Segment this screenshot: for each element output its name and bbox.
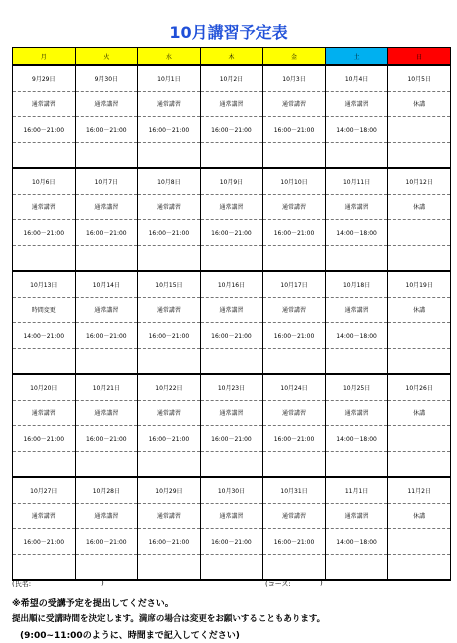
- week-row: [13, 245, 451, 271]
- time-cell: 16:00－21:00: [75, 220, 138, 246]
- status-cell: 通常講習: [200, 503, 263, 529]
- date-cell: 10月4日: [325, 65, 388, 91]
- status-cell: 休講: [388, 503, 451, 529]
- status-cell: 通常講習: [13, 503, 76, 529]
- time-cell: [388, 220, 451, 246]
- date-cell: 10月30日: [200, 477, 263, 503]
- week-row: [13, 168, 451, 194]
- date-cell: 10月9日: [200, 168, 263, 194]
- time-cell: 14:00－18:00: [325, 529, 388, 555]
- time-cell: 16:00－21:00: [200, 426, 263, 452]
- status-cell: 通常講習: [200, 194, 263, 220]
- date-cell: 10月10日: [263, 168, 326, 194]
- name-field-label: (氏名:: [12, 580, 32, 588]
- status-cell: 通常講習: [263, 297, 326, 323]
- status-cell: 通常講習: [325, 503, 388, 529]
- weekday-header-row: [13, 48, 451, 66]
- time-cell: 16:00－21:00: [138, 117, 201, 143]
- time-cell: 16:00－21:00: [200, 323, 263, 349]
- time-cell: 16:00－21:00: [263, 117, 326, 143]
- empty-cell: [138, 554, 201, 580]
- date-cell: 10月23日: [200, 374, 263, 400]
- status-cell: 通常講習: [138, 503, 201, 529]
- empty-cell: [75, 451, 138, 477]
- date-cell: 10月3日: [263, 65, 326, 91]
- time-cell: 16:00－21:00: [138, 323, 201, 349]
- status-cell: 通常講習: [263, 194, 326, 220]
- status-cell: 通常講習: [263, 503, 326, 529]
- weekday-header: 水: [138, 48, 201, 66]
- date-cell: 10月1日: [138, 65, 201, 91]
- date-cell: 10月26日: [388, 374, 451, 400]
- empty-cell: [13, 245, 76, 271]
- empty-cell: [325, 451, 388, 477]
- week-row: [13, 117, 451, 143]
- empty-cell: [138, 451, 201, 477]
- date-cell: 9月30日: [75, 65, 138, 91]
- date-cell: 10月8日: [138, 168, 201, 194]
- time-cell: 16:00－21:00: [13, 529, 76, 555]
- date-cell: 10月24日: [263, 374, 326, 400]
- status-cell: 通常講習: [75, 91, 138, 117]
- week-row: [13, 374, 451, 400]
- status-cell: 通常講習: [325, 194, 388, 220]
- time-cell: 16:00－21:00: [263, 323, 326, 349]
- status-cell: 通常講習: [200, 297, 263, 323]
- empty-cell: [200, 245, 263, 271]
- time-cell: 16:00－21:00: [138, 426, 201, 452]
- note-time-format: (9:00~11:00のように、時間まで記入してください): [20, 631, 240, 641]
- page-title: 10月講習予定表: [169, 23, 288, 42]
- status-cell: 通常講習: [200, 400, 263, 426]
- status-cell: 休講: [388, 91, 451, 117]
- schedule-table: [12, 47, 451, 581]
- time-cell: 14:00－18:00: [325, 426, 388, 452]
- date-cell: 10月16日: [200, 271, 263, 297]
- week-row: [13, 400, 451, 426]
- status-cell: 通常講習: [200, 91, 263, 117]
- date-cell: 10月6日: [13, 168, 76, 194]
- weekday-header: 火: [75, 48, 138, 66]
- time-cell: 16:00－21:00: [263, 426, 326, 452]
- status-cell: 通常講習: [138, 194, 201, 220]
- date-cell: 9月29日: [13, 65, 76, 91]
- time-cell: 16:00－21:00: [13, 220, 76, 246]
- empty-cell: [13, 451, 76, 477]
- time-cell: 16:00－21:00: [75, 117, 138, 143]
- week-row: [13, 271, 451, 297]
- week-row: [13, 220, 451, 246]
- week-row: [13, 503, 451, 529]
- date-cell: 11月1日: [325, 477, 388, 503]
- empty-cell: [200, 142, 263, 168]
- empty-cell: [200, 554, 263, 580]
- time-cell: 16:00－21:00: [75, 426, 138, 452]
- week-row: [13, 529, 451, 555]
- date-cell: 10月17日: [263, 271, 326, 297]
- empty-cell: [325, 245, 388, 271]
- empty-cell: [138, 142, 201, 168]
- time-cell: 14:00－18:00: [325, 220, 388, 246]
- status-cell: 通常講習: [13, 194, 76, 220]
- empty-cell: [388, 348, 451, 374]
- course-field-label: (コース:: [265, 580, 291, 588]
- time-cell: 16:00－21:00: [75, 323, 138, 349]
- week-row: [13, 426, 451, 452]
- empty-cell: [75, 142, 138, 168]
- status-cell: 通常講習: [263, 400, 326, 426]
- status-cell: 通常講習: [75, 503, 138, 529]
- time-cell: 16:00－21:00: [138, 220, 201, 246]
- time-cell: 16:00－21:00: [263, 220, 326, 246]
- date-cell: 10月31日: [263, 477, 326, 503]
- week-row: [13, 297, 451, 323]
- date-cell: 10月27日: [13, 477, 76, 503]
- status-cell: 休講: [388, 194, 451, 220]
- empty-cell: [13, 348, 76, 374]
- date-cell: 10月25日: [325, 374, 388, 400]
- status-cell: 通常講習: [75, 297, 138, 323]
- date-cell: 10月18日: [325, 271, 388, 297]
- date-cell: 10月28日: [75, 477, 138, 503]
- empty-cell: [200, 348, 263, 374]
- week-row: [13, 65, 451, 91]
- empty-cell: [75, 348, 138, 374]
- week-row: [13, 194, 451, 220]
- empty-cell: [263, 348, 326, 374]
- empty-cell: [138, 245, 201, 271]
- status-cell: 休講: [388, 297, 451, 323]
- status-cell: 通常講習: [325, 400, 388, 426]
- empty-cell: [13, 142, 76, 168]
- status-cell: 通常講習: [138, 297, 201, 323]
- time-cell: 16:00－21:00: [75, 529, 138, 555]
- time-cell: 14:00－18:00: [325, 117, 388, 143]
- empty-cell: [388, 245, 451, 271]
- course-field-close: ): [320, 579, 323, 587]
- week-row: [13, 554, 451, 580]
- status-cell: 休講: [388, 400, 451, 426]
- time-cell: 14:00－21:00: [13, 323, 76, 349]
- empty-cell: [75, 554, 138, 580]
- date-cell: 10月5日: [388, 65, 451, 91]
- week-row: [13, 91, 451, 117]
- status-cell: 通常講習: [138, 91, 201, 117]
- note-order: 提出順に受講時間を決定します。満席の場合は変更をお願いすることもあります。: [12, 614, 326, 624]
- date-cell: 10月20日: [13, 374, 76, 400]
- date-cell: 10月21日: [75, 374, 138, 400]
- status-cell: 通常講習: [263, 91, 326, 117]
- week-row: [13, 477, 451, 503]
- empty-cell: [200, 451, 263, 477]
- time-cell: 16:00－21:00: [200, 529, 263, 555]
- weekday-header: 金: [263, 48, 326, 66]
- date-cell: 10月15日: [138, 271, 201, 297]
- weekday-header: 土: [325, 48, 388, 66]
- note-submit: ※希望の受講予定を提出してください。: [12, 599, 174, 609]
- empty-cell: [263, 142, 326, 168]
- weekday-header: 木: [200, 48, 263, 66]
- time-cell: [388, 529, 451, 555]
- empty-cell: [263, 554, 326, 580]
- date-cell: 10月2日: [200, 65, 263, 91]
- date-cell: 10月12日: [388, 168, 451, 194]
- empty-cell: [325, 554, 388, 580]
- status-cell: 通常講習: [13, 400, 76, 426]
- empty-cell: [388, 451, 451, 477]
- schedule-body: [13, 65, 451, 580]
- empty-cell: [75, 245, 138, 271]
- empty-cell: [388, 554, 451, 580]
- time-cell: [388, 323, 451, 349]
- week-row: [13, 451, 451, 477]
- empty-cell: [388, 142, 451, 168]
- time-cell: [388, 426, 451, 452]
- time-cell: [388, 117, 451, 143]
- time-cell: 14:00－18:00: [325, 323, 388, 349]
- weekday-header: 月: [13, 48, 76, 66]
- time-cell: 16:00－21:00: [138, 529, 201, 555]
- status-cell: 通常講習: [325, 91, 388, 117]
- status-cell: 通常講習: [75, 194, 138, 220]
- time-cell: 16:00－21:00: [200, 220, 263, 246]
- weekday-header: 日: [388, 48, 451, 66]
- time-cell: 16:00－21:00: [200, 117, 263, 143]
- empty-cell: [13, 554, 76, 580]
- status-cell: 時間変更: [13, 297, 76, 323]
- date-cell: 10月7日: [75, 168, 138, 194]
- week-row: [13, 348, 451, 374]
- date-cell: 10月13日: [13, 271, 76, 297]
- time-cell: 16:00－21:00: [13, 117, 76, 143]
- time-cell: 16:00－21:00: [263, 529, 326, 555]
- date-cell: 10月11日: [325, 168, 388, 194]
- week-row: [13, 142, 451, 168]
- date-cell: 10月14日: [75, 271, 138, 297]
- week-row: [13, 323, 451, 349]
- name-field-close: ): [101, 579, 104, 587]
- empty-cell: [325, 348, 388, 374]
- date-cell: 10月22日: [138, 374, 201, 400]
- empty-cell: [263, 245, 326, 271]
- empty-cell: [263, 451, 326, 477]
- date-cell: 10月29日: [138, 477, 201, 503]
- status-cell: 通常講習: [13, 91, 76, 117]
- empty-cell: [325, 142, 388, 168]
- time-cell: 16:00－21:00: [13, 426, 76, 452]
- empty-cell: [138, 348, 201, 374]
- date-cell: 11月2日: [388, 477, 451, 503]
- status-cell: 通常講習: [325, 297, 388, 323]
- status-cell: 通常講習: [138, 400, 201, 426]
- status-cell: 通常講習: [75, 400, 138, 426]
- date-cell: 10月19日: [388, 271, 451, 297]
